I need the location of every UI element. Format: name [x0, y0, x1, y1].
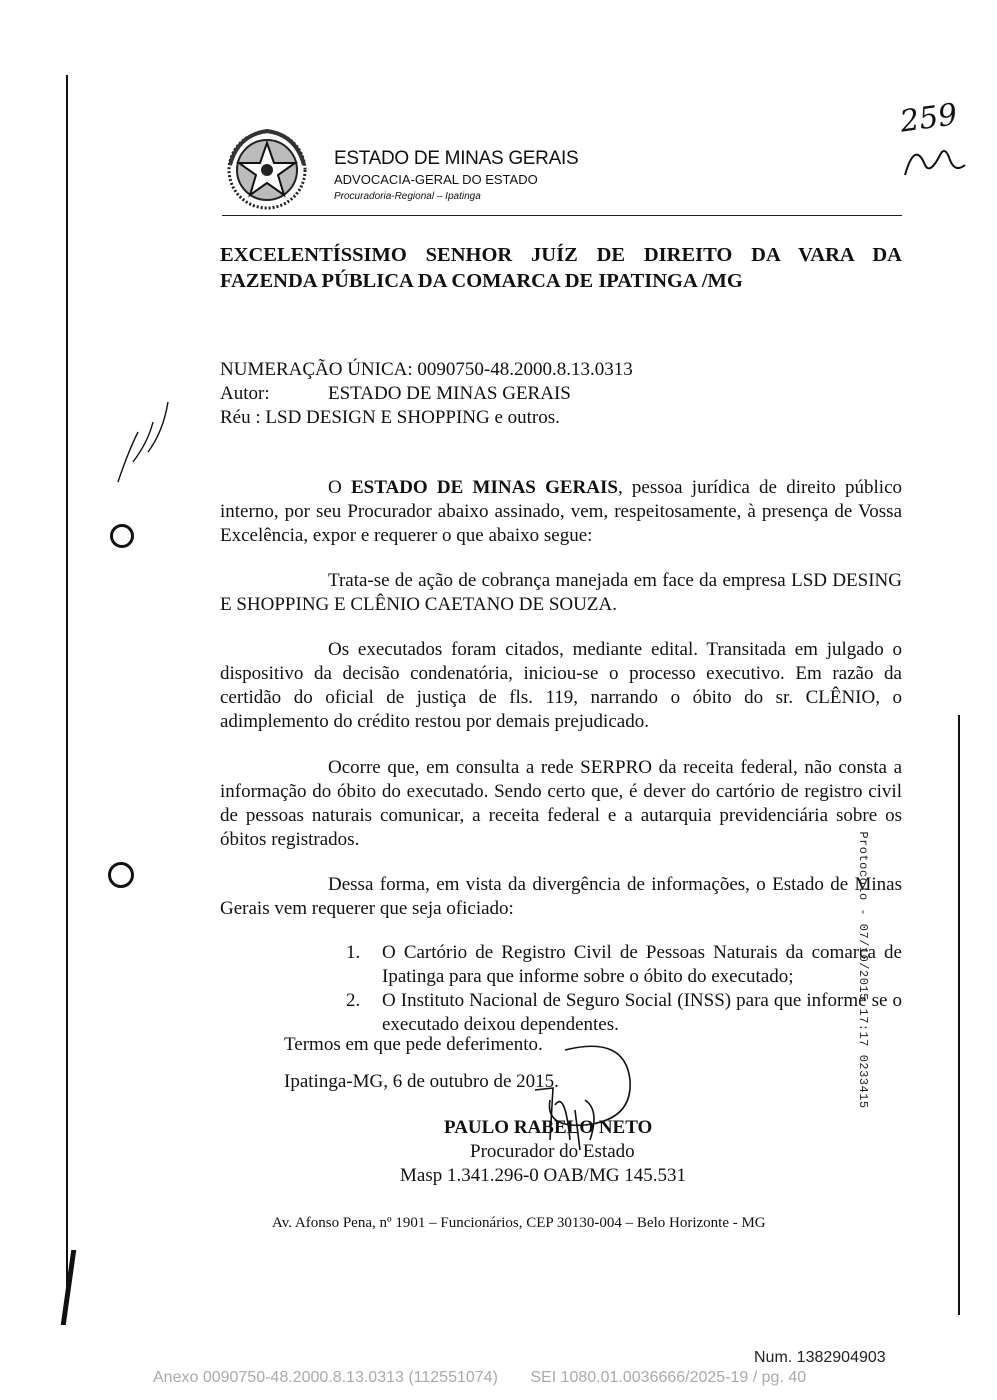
signatory-name: PAULO RABELO NETO [444, 1117, 653, 1138]
defendant-value: LSD DESIGN E SHOPPING e outros. [265, 407, 560, 428]
addressee-line-2: FAZENDA PÚBLICA DA COMARCA DE IPATINGA /MG [220, 270, 743, 292]
protocol-stamp-text: Protocolo - 07/10/2015 17:17 0233415 [856, 831, 870, 1109]
punch-hole-mark [110, 524, 134, 548]
paragraph-1 [220, 476, 902, 548]
header-office: Procuradoria-Regional – Ipatinga [334, 191, 481, 202]
p5-text: Dessa forma, em vista da divergência de informações, o Estado de Minas Gerais vem requerer que seja oficiado: [220, 874, 902, 919]
p1-prefix: O [328, 477, 342, 498]
defendant-label: Réu : [220, 407, 261, 428]
case-info [220, 358, 633, 430]
p2-text: Trata-se de ação de cobrança manejada em face da empresa LSD DESING E SHOPPING E CLÊNIO CAETANO DE SOUZA. [220, 570, 902, 615]
margin-handwriting-icon [108, 392, 178, 492]
header-divider [222, 215, 902, 216]
addressee [220, 242, 902, 294]
paragraph-5 [220, 873, 902, 921]
signatory-role: Procurador do Estado [470, 1141, 635, 1162]
handwritten-page-number [897, 97, 970, 180]
author-label: Autor: [220, 383, 270, 404]
list-item-text: O Instituto Nacional de Seguro Social (INSS) para que informe se o executado deixou dependentes. [382, 990, 902, 1035]
scan-border-left [66, 75, 68, 1305]
p1-bold: ESTADO DE MINAS GERAIS [350, 477, 618, 498]
footer-address: Av. Afonso Pena, nº 1901 – Funcionários, CEP 30130-004 – Belo Horizonte - MG [272, 1215, 766, 1231]
p4-text: Ocorre que, em consulta a rede SERPRO da receita federal, não consta a informação do óbito do executado. Sendo certo que, é dever do cartório de registro civil de pessoas naturais comunicar, a receita federal e a autarquia previdenciária sobre os óbitos registrados. [220, 757, 902, 850]
p3-text: Os executados foram citados, mediante edital. Transitada em julgado o dispositivo da decisão condenatória, iniciou-se o processo executivo. Em razão da certidão do oficial de justiça de fls. 119, narrando o óbito do sr. CLÊNIO, o adimplemento do crédito restou por demais prejudicado. [220, 639, 902, 732]
scan-border-left-bottom [61, 1250, 77, 1325]
punch-hole-mark [108, 862, 134, 888]
annex-footer [153, 1369, 834, 1387]
document-number: Num. 1382904903 [754, 1349, 886, 1366]
header-subtitle: ADVOCACIA-GERAL DO ESTADO [334, 172, 538, 187]
request-list [346, 941, 902, 1037]
signatory-registry: Masp 1.341.296-0 OAB/MG 145.531 [400, 1165, 687, 1186]
paragraph-4 [220, 756, 902, 852]
paragraph-2 [220, 569, 902, 617]
paragraph-3 [220, 638, 902, 734]
header-title: ESTADO DE MINAS GERAIS [334, 148, 579, 169]
list-item [346, 941, 902, 989]
case-number-value: 0090750-48.2000.8.13.0313 [417, 359, 633, 380]
handwritten-page-text: 259 [897, 97, 960, 140]
addressee-line-1: EXCELENTÍSSIMO SENHOR JUÍZ DE DIREITO DA VARA DA [220, 244, 902, 266]
date-line: Ipatinga-MG, 6 de outubro de 2015. [284, 1071, 559, 1092]
scan-border-right [958, 715, 960, 1315]
list-item-number: 2. [346, 990, 361, 1011]
case-number-label: NUMERAÇÃO ÚNICA: [220, 359, 413, 380]
list-item-number: 1. [346, 942, 361, 963]
closing-line: Termos em que pede deferimento. [284, 1034, 543, 1055]
p1-rest: , pessoa jurídica de direito público interno, por seu Procurador abaixo assinado, vem, respeitosamente, à presença de Vossa Excelência, expor e requerer o que abaixo segue: [220, 477, 903, 546]
handwritten-initials-icon [900, 135, 970, 185]
author-value: ESTADO DE MINAS GERAIS [328, 383, 571, 404]
list-item-text: O Cartório de Registro Civil de Pessoas Naturais da comarca de Ipatinga para que informe sobre o óbito do executado; [382, 942, 902, 987]
sei-reference: SEI 1080.01.0036666/2025-19 / pg. 40 [530, 1369, 807, 1386]
annex-reference: Anexo 0090750-48.2000.8.13.0313 (112551074) [153, 1369, 498, 1386]
coat-of-arms-icon [218, 125, 316, 215]
protocol-stamp [848, 810, 878, 1130]
